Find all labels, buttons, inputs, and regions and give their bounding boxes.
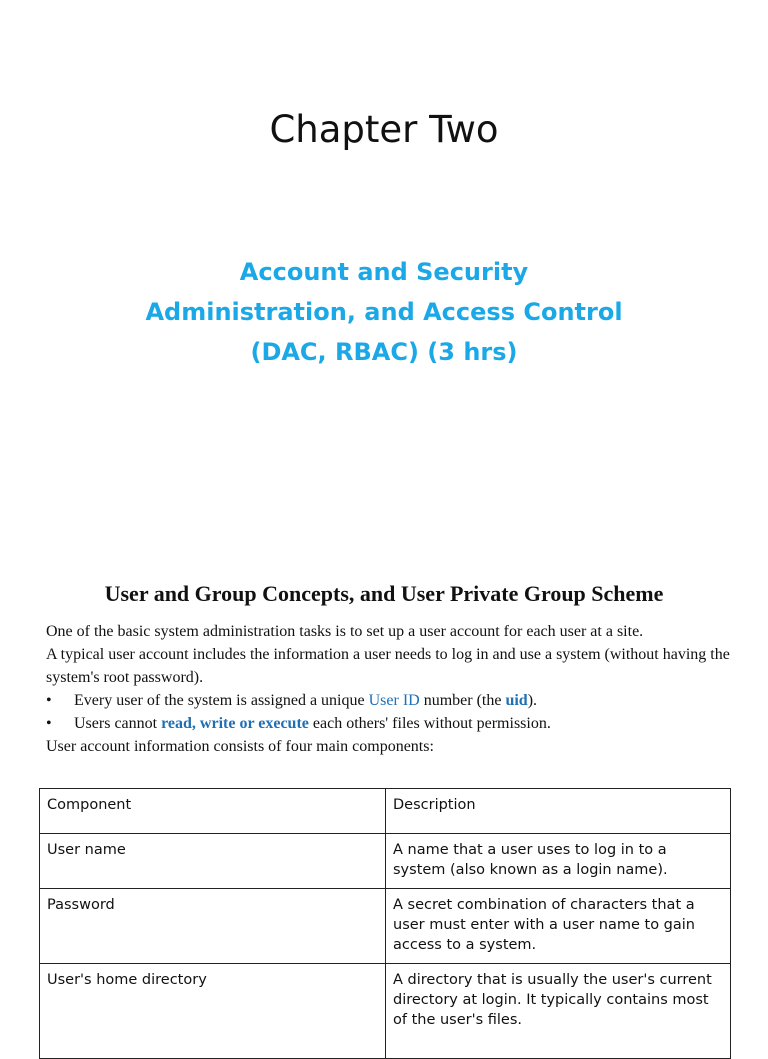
bullet-text: Users cannot xyxy=(74,715,162,732)
components-table xyxy=(39,788,731,1059)
paragraph-intro: One of the basic system administration tasks is to set up a user account for each user at a site. xyxy=(46,623,644,640)
permissions-term: read, write or execute xyxy=(161,715,309,732)
bullet-dot: • xyxy=(46,692,52,709)
subtitle-line-1: Account and Security xyxy=(239,258,529,286)
table-cell: User's home directory xyxy=(40,964,386,1059)
table-intro: User account information consists of four main components: xyxy=(46,738,434,755)
paragraph-typical-account: A typical user account includes the information a user needs to log in and use a system (without having the system's root password). xyxy=(46,646,730,686)
user-id-term: User ID xyxy=(368,692,420,709)
subtitle-line-3: (DAC, RBAC) (3 hrs) xyxy=(250,338,518,366)
table-cell: A name that a user uses to log in to a system (also known as a login name). xyxy=(386,834,731,889)
bullet-text: ). xyxy=(527,692,538,709)
bullet-item-uid xyxy=(46,689,736,712)
table-row xyxy=(40,834,731,889)
table-cell: A secret combination of characters that a user must enter with a user name to gain access to a system. xyxy=(386,889,731,964)
subtitle-line-2: Administration, and Access Control xyxy=(145,298,623,326)
bullet-item-permissions xyxy=(46,712,736,735)
chapter-subtitle xyxy=(0,252,768,372)
chapter-title: Chapter Two xyxy=(269,108,499,151)
table-header-cell: Component xyxy=(40,789,386,834)
table-row xyxy=(40,889,731,964)
table-row xyxy=(40,964,731,1059)
bullet-text: each others' files without permission. xyxy=(308,715,551,732)
body-text xyxy=(46,620,736,758)
table-cell: Password xyxy=(40,889,386,964)
bullet-dot: • xyxy=(46,715,52,732)
table-cell: User name xyxy=(40,834,386,889)
bullet-text: Every user of the system is assigned a unique xyxy=(74,692,369,709)
table-cell: A directory that is usually the user's current directory at login. It typically contains most of the user's files. xyxy=(386,964,731,1059)
section-heading: User and Group Concepts, and User Private Group Scheme xyxy=(104,581,664,606)
table-header-cell: Description xyxy=(386,789,731,834)
bullet-text: number (the xyxy=(419,692,506,709)
uid-term: uid xyxy=(505,692,528,709)
table-header-row xyxy=(40,789,731,834)
